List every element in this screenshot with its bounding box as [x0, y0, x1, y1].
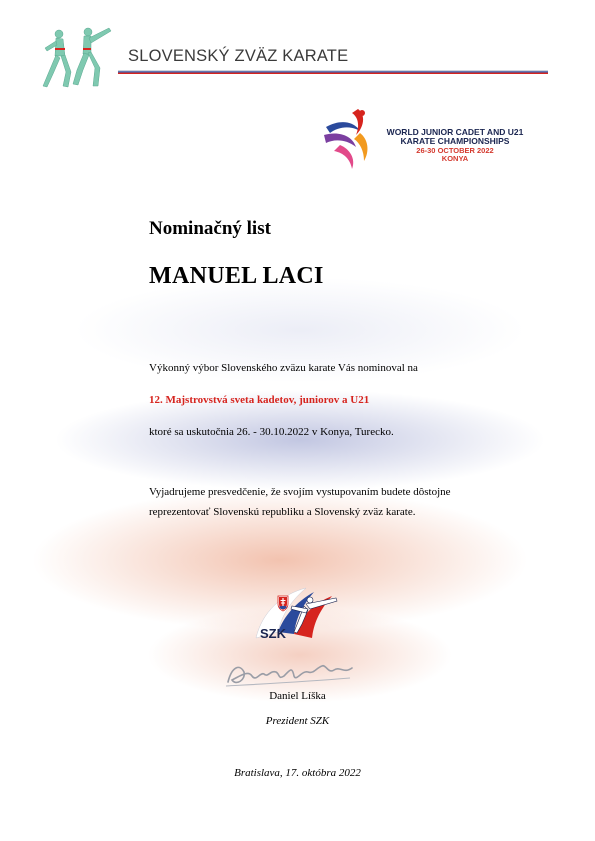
- championship-dates: 26-30 OCTOBER 2022: [416, 145, 494, 155]
- championship-line-1: WORLD JUNIOR CADET AND U21: [386, 127, 524, 137]
- karate-fighters-logo: [33, 22, 115, 92]
- intro-text: Výkonný výbor Slovenského zväzu karate Vás nominoval na: [149, 362, 418, 374]
- signatory-role: Prezident SZK: [265, 715, 330, 727]
- championship-city: KONYA: [441, 153, 469, 163]
- szk-logo-text: SZK: [260, 626, 286, 641]
- championship-emblem: [320, 105, 376, 171]
- event-name: 12. Majstrovstvá sveta kadetov, juniorov a U21: [149, 394, 370, 406]
- szk-logo: [248, 582, 344, 652]
- signature-image: [222, 656, 362, 690]
- championship-logo-text: [370, 128, 540, 163]
- event-details: ktoré sa uskutočnia 26. - 30.10.2022 v Konya, Turecko.: [149, 426, 394, 438]
- document-title: Nominačný list: [149, 218, 271, 239]
- place-and-date: Bratislava, 17. októbra 2022: [234, 767, 361, 779]
- federation-name: SLOVENSKÝ ZVÄZ KARATE: [128, 47, 349, 65]
- championship-line-2: KARATE CHAMPIONSHIPS: [400, 136, 510, 147]
- signatory-name: Daniel Líška: [269, 690, 326, 702]
- athlete-name: MANUEL LACI: [149, 263, 324, 289]
- header-tricolor-line: [118, 70, 548, 74]
- closing-text: Vyjadrujeme presvedčenie, že svojím vystupovaním budete dôstojne reprezentovať Slovenskú republiku a Slovenský zväz karate.: [149, 486, 451, 518]
